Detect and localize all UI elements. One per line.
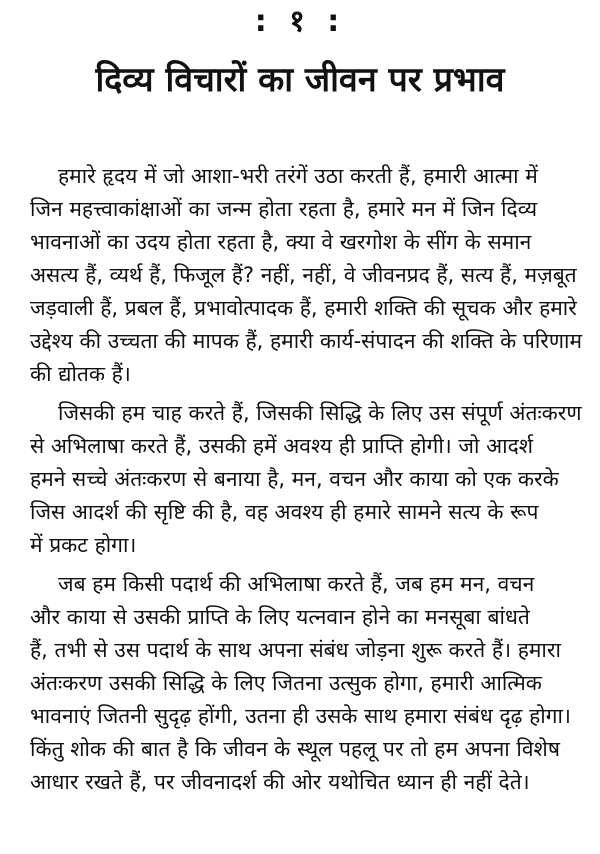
text-line: जिन महत्त्वाकांक्षाओं का जन्म होता रहता है, हमारे मन में जिन दिव्य: [30, 197, 538, 221]
text-line: की द्योतक हैं।: [30, 362, 131, 386]
text-line: जिस आदर्श की सृष्टि की है, वह अवश्य ही हमारे सामने सत्य के रूप: [30, 500, 539, 524]
text-line: हमने सच्चे अंतःकरण से बनाया है, मन, वचन और काया को एक करके: [30, 467, 559, 491]
text-line: जड़वाली हैं, प्रबल हैं, प्रभावोत्पादक हैं, हमारी शक्ति की सूचक और हमारे: [30, 296, 577, 320]
text-line: उद्देश्य की उच्चता की मापक हैं, हमारी कार्य-संपादन की शक्ति के परिणाम: [30, 329, 583, 353]
text-line: जिसकी हम चाह करते हैं, जिसकी सिद्धि के लिए उस संपूर्ण अंतःकरण: [58, 401, 582, 425]
body-text: [30, 160, 586, 799]
text-line: हैं, तभी से उस पदार्थ के साथ अपना संबंध जोड़ना शुरू करते हैं। हमारा: [30, 638, 561, 662]
text-line: भावनाओं का उदय होता रहता है, क्या वे खरगोश के सींग के समान: [30, 230, 532, 254]
chapter-title: दिव्य विचारों का जीवन पर प्रभाव: [95, 60, 505, 100]
text-line: में प्रकट होगा।: [30, 533, 137, 557]
text-line: अंतःकरण उसकी सिद्धि के लिए जितना उत्सुक होगा, हमारी आत्मिक: [30, 671, 542, 695]
paragraph-1: [30, 160, 586, 391]
text-line: जब हम किसी पदार्थ की अभिलाषा करते हैं, जब हम मन, वचन: [58, 572, 535, 596]
page-number: : १ :: [254, 4, 346, 39]
text-line: किंतु शोक की बात है कि जीवन के स्थूल पहलू पर तो हम अपना विशेष: [30, 737, 560, 761]
text-line: हमारे हृदय में जो आशा-भरी तरंगें उठा करती हैं, हमारी आत्मा में: [58, 164, 538, 188]
text-line: असत्य हैं, व्यर्थ हैं, फिजूल हैं? नहीं, नहीं, वे जीवनप्रद हैं, सत्य हैं, मज़बूत: [30, 263, 577, 287]
text-line: भावनाएं जितनी सुदृढ़ होंगी, उतना ही उसके साथ हमारा संबंध दृढ़ होगा।: [30, 704, 571, 728]
paragraph-3: [30, 568, 586, 799]
paragraph-2: [30, 397, 586, 562]
text-line: और काया से उसकी प्राप्ति के लिए यत्नवान होने का मनसूबा बांधते: [30, 605, 530, 629]
text-line: आधार रखते हैं, पर जीवनादर्श की ओर यथोचित ध्यान ही नहीं देते।: [30, 770, 530, 794]
text-line: से अभिलाषा करते हैं, उसकी हमें अवश्य ही प्राप्ति होगी। जो आदर्श: [30, 434, 534, 458]
